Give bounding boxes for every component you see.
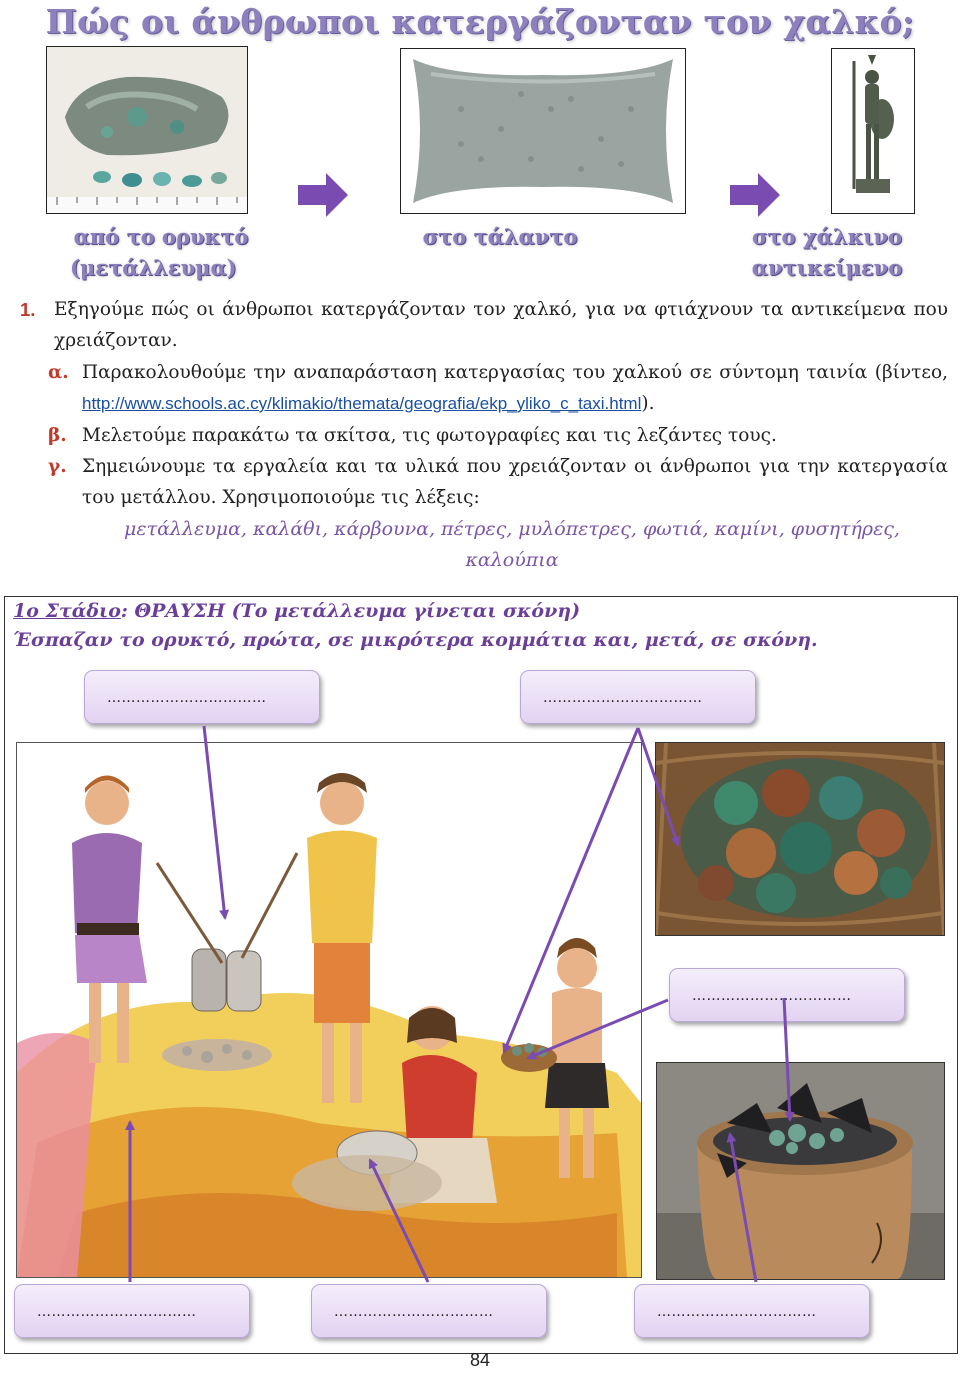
item-number: 1. [20, 299, 36, 320]
blank-label-middle-right[interactable]: …………………………… [669, 968, 905, 1022]
item-text-c: Σημειώνουμε τα εργαλεία και τα υλικά που χρειάζονταν οι άνθρωποι για την κατεργασία του μετάλλου. Χρησιμοποιούμε τις λέξεις: [82, 456, 948, 508]
arrow-to-basket-photo [638, 728, 678, 845]
item-label-b: β. [48, 425, 67, 446]
item-text: Εξηγούμε πώς οι άνθρωποι κατεργάζονταν τον χαλκό, για να φτιάχνουν τα αντικείμενα που χρειάζονταν. [54, 299, 948, 351]
item-label-a: α. [48, 362, 69, 383]
blank-label-bottom-left[interactable]: …………………………… [14, 1284, 250, 1338]
item-a-end: ). [641, 393, 655, 414]
caption-object-line2: αντικείμενο [751, 255, 903, 280]
item-text-b: Μελετούμε παρακάτω τα σκίτσα, τις φωτογραφίες και τις λεζάντες τους. [82, 425, 777, 446]
stage-heading-rest: : ΘΡΑΥΣΗ (Το μετάλλευμα γίνεται σκόνη) [120, 600, 581, 622]
arrow-to-grindstone [370, 1160, 428, 1282]
item-a-text: Παρακολουθούμε την αναπαράσταση κατεργασίας του χαλκού σε σύντομη ταινία (βίντεο, [82, 362, 948, 383]
video-link[interactable]: http://www.schools.ac.cy/klimakio/themata/geografia/ekp_yliko_c_taxi.html [82, 394, 642, 413]
blank-label-bottom-right[interactable]: …………………………… [634, 1284, 870, 1338]
item-label-c: γ. [48, 456, 67, 477]
caption-ore-line1: από το ορυκτό [73, 224, 249, 249]
arrow-to-boy-basket [528, 1000, 668, 1058]
page-number: 84 [469, 1350, 491, 1370]
caption-talent: στο τάλαντο [422, 224, 578, 249]
word-bank-line2: καλούπια [465, 549, 559, 571]
stage-heading-label: 1ο Στάδιο [13, 600, 121, 622]
arrow-to-furnace-ore [784, 998, 790, 1120]
blank-label-bottom-middle[interactable]: …………………………… [311, 1284, 547, 1338]
arrow-to-basket-ore [504, 728, 638, 1052]
page-title: Πώς οι άνθρωποι κατεργάζονταν τον χαλκό; [45, 2, 915, 41]
blank-label-top-left[interactable]: …………………………… [84, 670, 320, 724]
arrow-to-stones [204, 726, 225, 918]
word-bank-line1: μετάλλευμα, καλάθι, κάρβουνα, πέτρες, μυλόπετρες, φωτιά, καμίνι, φυσητήρες, [124, 518, 900, 540]
caption-ore-line2: (μετάλλευμα) [70, 255, 237, 280]
caption-object-line1: στο χάλκινο [751, 224, 903, 249]
arrow-to-charcoal [730, 1134, 756, 1282]
blank-label-top-right[interactable]: …………………………… [520, 670, 756, 724]
stage-description: Έσπαζαν το ορυκτό, πρώτα, σε μικρότερα κομμάτια και, μετά, σε σκόνη. [13, 629, 818, 651]
